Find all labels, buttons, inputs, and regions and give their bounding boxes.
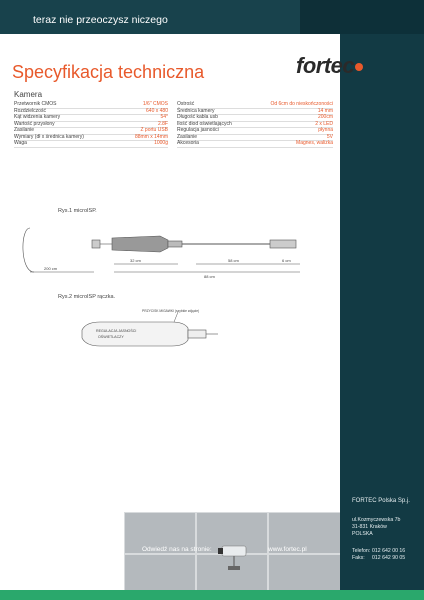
address-country: POLSKA [352, 531, 373, 537]
wall-panel [268, 554, 340, 590]
spec-value: Od 6cm do nieskończoności [270, 101, 333, 107]
figure2-caption: Rys.2 microISP rączka. [58, 294, 116, 300]
spec-value: Z portu USB [140, 127, 168, 133]
spec-label: Rozdzielczość [14, 107, 46, 114]
fortec-logo [296, 53, 363, 79]
fax-label: Faks: [352, 555, 365, 561]
company-name: FORTEC Polska Sp.j. [352, 498, 410, 504]
website-invite: Odwiedź nas na stronie: [142, 546, 212, 553]
handle-neck [168, 241, 182, 247]
dim-label-e: 88 cm [204, 274, 215, 279]
spec-value: płynna [318, 127, 333, 133]
button-callout: PRZYCISK MIGAWKI (szybkie zdjęcie) [142, 309, 200, 313]
spec-value: 5V [326, 133, 333, 140]
phone-label: Telefon: [352, 548, 371, 554]
usb-cable-loop [23, 228, 34, 272]
bottom-strip [0, 590, 424, 600]
spec-row [177, 141, 333, 148]
spec-value: 200cm [317, 114, 333, 120]
spec-label: Wartość przysłony [14, 120, 55, 127]
phone-row [352, 548, 424, 555]
knob-label-line1: REGULACJA JASNOŚCI [96, 329, 137, 333]
usb-plug [92, 240, 100, 248]
right-column [340, 0, 424, 600]
phone-number: 012 642 00 16 [372, 548, 406, 554]
handle-body [112, 236, 168, 252]
fax-number: 012 642 90 05 [372, 555, 406, 561]
security-camera-icon [216, 544, 250, 572]
spec-label: Przetwornik CMOS [14, 101, 57, 107]
address-street: ul.Kozmyczewska 7b [352, 517, 401, 523]
website-link[interactable]: www.fortec.pl [268, 546, 307, 553]
spec-label: Ostrość [177, 101, 195, 107]
right-column-top [340, 0, 424, 34]
spec-value: 54° [160, 114, 168, 120]
logo-dot-icon [355, 63, 363, 71]
spec-label: Zasilanie [177, 133, 198, 140]
top-banner [0, 0, 340, 34]
figure2-diagram [80, 306, 220, 362]
spec-table-left [14, 102, 168, 148]
dim-label-b: 32 cm [130, 258, 141, 263]
figure1-caption: Rys.1 microISP. [58, 208, 97, 214]
spec-value: 88mm x 14mm [134, 133, 168, 140]
spec-label: Waga [14, 140, 27, 146]
spec-label: Kąt widzenia kamery [14, 114, 61, 120]
section-title: Kamera [14, 90, 43, 99]
dim-label-a: 200 cm [44, 266, 58, 271]
spec-row [14, 141, 168, 148]
spec-value: 14 mm [317, 107, 333, 114]
contact-block [352, 498, 424, 562]
wall-panel [124, 554, 196, 590]
banner-swoosh [300, 0, 340, 34]
spec-label: Regulacja jasności [177, 127, 219, 133]
slogan: teraz nie przeoczysz niczego [33, 14, 168, 26]
spec-value: 640 x 480 [146, 107, 168, 114]
fax-row [352, 555, 424, 562]
spec-label: Średnica kamery [177, 107, 215, 114]
camera-head [270, 240, 296, 248]
handle-outline [82, 322, 188, 346]
address-city: 31-831 Kraków [352, 524, 387, 530]
knob-label-line2: OŚWIETLACZY [98, 335, 124, 339]
dim-label-c: 58 cm [228, 258, 239, 263]
page-title: Specyfikacja techniczna [12, 62, 205, 82]
figure1-diagram [20, 222, 336, 284]
footer-photo [124, 512, 340, 590]
spec-label: Zasilanie [14, 127, 35, 133]
logo-text: fortec [296, 53, 355, 78]
dim-label-d: 6 cm [282, 258, 291, 263]
spec-value: Magnes, walizka [296, 140, 333, 146]
handle-tip [188, 330, 206, 338]
spec-value: 1000g [154, 140, 168, 146]
spec-label: Ilość diod oświetlających [177, 120, 232, 127]
spec-value: 2 x LED [315, 120, 333, 127]
spec-label: Wymiary (dł x średnica kamery) [14, 133, 84, 140]
spec-table-right [177, 102, 333, 148]
spec-label: Długość kabla usb [177, 114, 218, 120]
button-pointer [174, 312, 178, 322]
spec-value: 2.8F [157, 120, 168, 127]
spec-label: Akcesoria [177, 140, 199, 146]
spec-value: 1/6" CMOS [142, 101, 168, 107]
